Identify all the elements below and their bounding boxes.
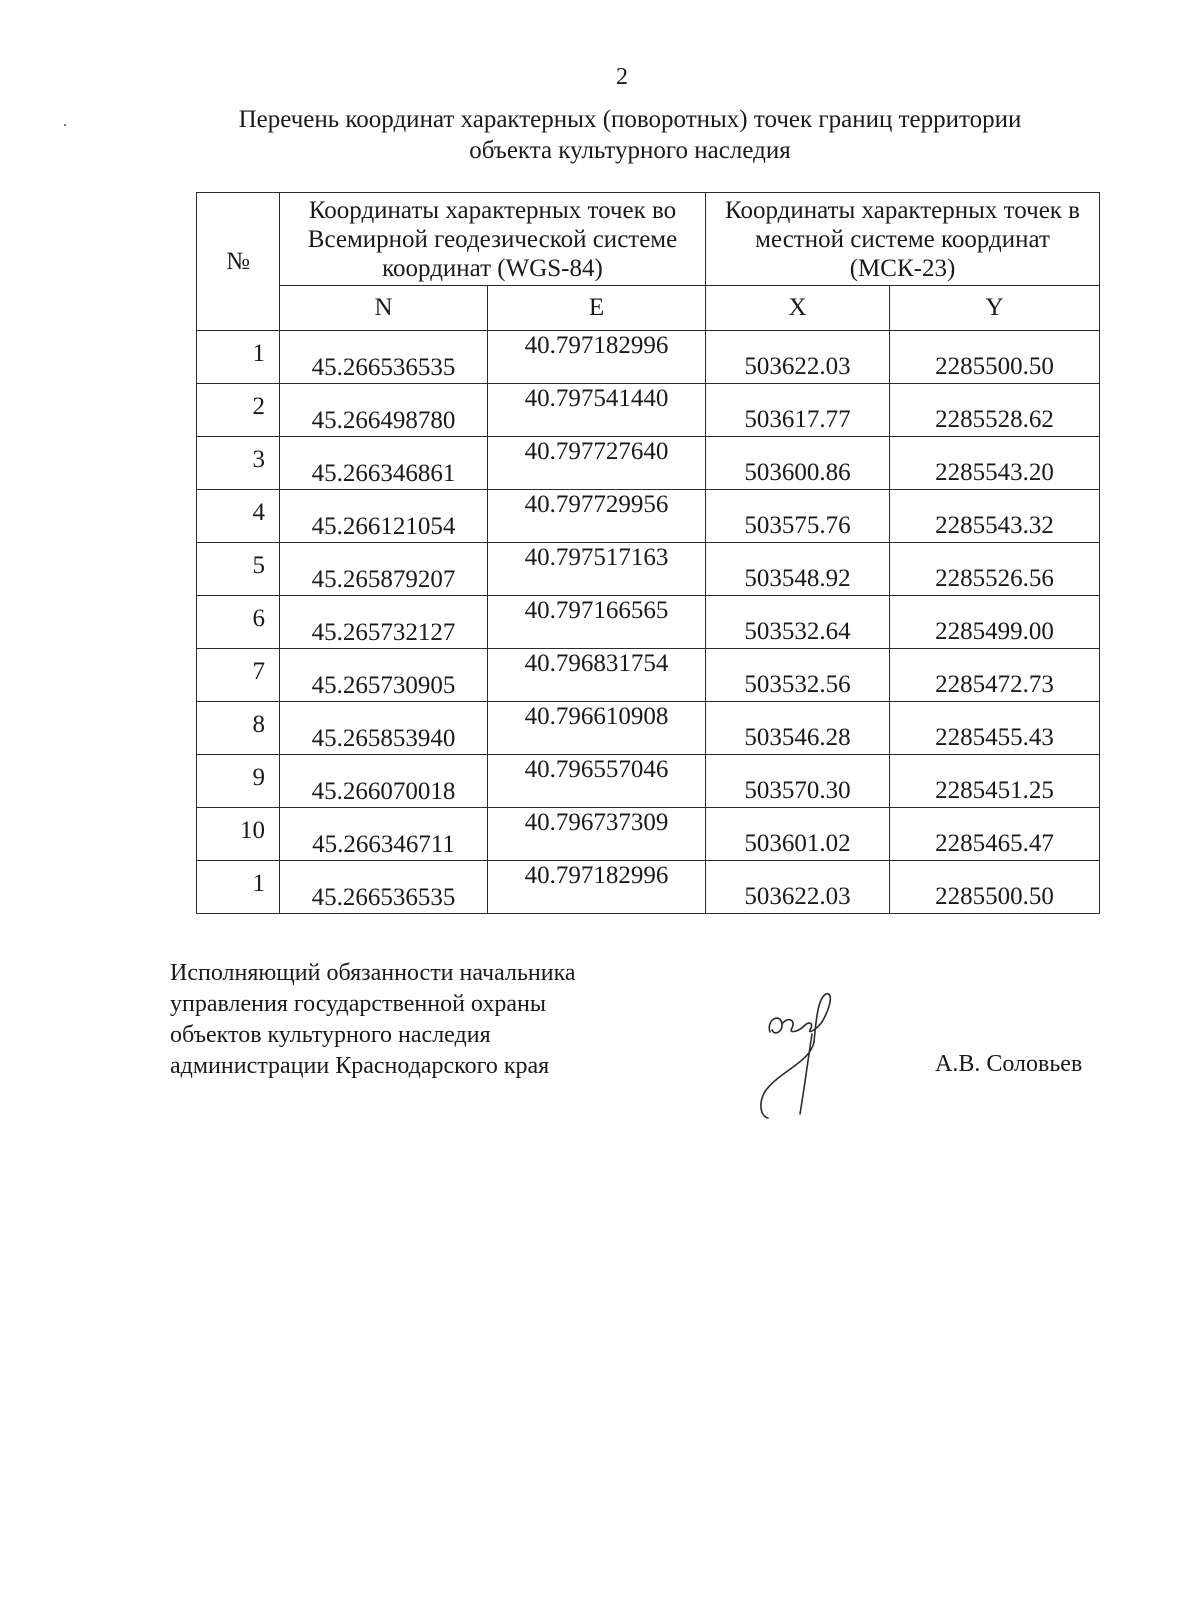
table-row: [197, 649, 1100, 702]
n-column-header: N: [280, 286, 488, 331]
x-coordinate-cell: 503617.77: [706, 384, 890, 437]
y-coordinate-cell: 2285499.00: [890, 596, 1100, 649]
x-coordinate-cell: 503622.03: [706, 861, 890, 914]
table-row: [197, 808, 1100, 861]
table-subheader-row: [197, 286, 1100, 331]
signer-name: А.В. Соловьев: [935, 1051, 1083, 1077]
title-line-1: Перечень координат характерных (поворотных) точек границ территории: [238, 106, 1022, 133]
latitude-cell: 45.266121054: [280, 490, 488, 543]
y-coordinate-cell: 2285543.20: [890, 437, 1100, 490]
table-row: [197, 861, 1100, 914]
position-line: управления государственной охраны: [170, 991, 546, 1017]
table-row: [197, 490, 1100, 543]
title-line-2: объекта культурного наследия: [469, 137, 791, 164]
point-number-cell: 5: [197, 543, 280, 596]
latitude-cell: 45.266346861: [280, 437, 488, 490]
x-coordinate-cell: 503600.86: [706, 437, 890, 490]
longitude-cell: 40.797517163: [488, 543, 706, 596]
x-coordinate-cell: 503570.30: [706, 755, 890, 808]
handwritten-signature: [752, 990, 862, 1120]
position-line: администрации Краснодарского края: [170, 1053, 550, 1079]
table-row: [197, 384, 1100, 437]
position-line: Исполняющий обязанности начальника: [170, 960, 576, 986]
y-coordinate-cell: 2285472.73: [890, 649, 1100, 702]
y-coordinate-cell: 2285455.43: [890, 702, 1100, 755]
y-coordinate-cell: 2285465.47: [890, 808, 1100, 861]
x-coordinate-cell: 503622.03: [706, 331, 890, 384]
longitude-cell: 40.797729956: [488, 490, 706, 543]
point-number-cell: 7: [197, 649, 280, 702]
y-coordinate-cell: 2285528.62: [890, 384, 1100, 437]
point-number-cell: 4: [197, 490, 280, 543]
point-number-cell: 9: [197, 755, 280, 808]
coordinates-table: [196, 192, 1100, 914]
point-number-cell: 8: [197, 702, 280, 755]
latitude-cell: 45.266498780: [280, 384, 488, 437]
longitude-cell: 40.797727640: [488, 437, 706, 490]
longitude-cell: 40.797182996: [488, 331, 706, 384]
y-coordinate-cell: 2285451.25: [890, 755, 1100, 808]
y-coordinate-cell: 2285526.56: [890, 543, 1100, 596]
point-number-cell: 6: [197, 596, 280, 649]
wgs84-header: Координаты характерных точек во Всемирной геодезической системе координат (WGS-84): [280, 193, 706, 286]
point-number-cell: 3: [197, 437, 280, 490]
latitude-cell: 45.265730905: [280, 649, 488, 702]
y-coordinate-cell: 2285500.50: [890, 331, 1100, 384]
document-title: [180, 104, 1080, 166]
table-row: [197, 331, 1100, 384]
x-coordinate-cell: 503532.56: [706, 649, 890, 702]
official-position: [170, 958, 690, 1082]
latitude-cell: 45.266536535: [280, 331, 488, 384]
point-number-cell: 10: [197, 808, 280, 861]
page-number: 2: [616, 64, 628, 90]
latitude-cell: 45.265853940: [280, 702, 488, 755]
position-line: объектов культурного наследия: [170, 1022, 491, 1048]
num-column-header: №: [197, 193, 280, 331]
latitude-cell: 45.265879207: [280, 543, 488, 596]
point-number-cell: 2: [197, 384, 280, 437]
x-coordinate-cell: 503532.64: [706, 596, 890, 649]
point-number-cell: 1: [197, 861, 280, 914]
x-column-header: X: [706, 286, 890, 331]
table-row: [197, 437, 1100, 490]
longitude-cell: 40.797166565: [488, 596, 706, 649]
x-coordinate-cell: 503548.92: [706, 543, 890, 596]
point-number-cell: 1: [197, 331, 280, 384]
longitude-cell: 40.796610908: [488, 702, 706, 755]
latitude-cell: 45.265732127: [280, 596, 488, 649]
latitude-cell: 45.266346711: [280, 808, 488, 861]
longitude-cell: 40.797182996: [488, 861, 706, 914]
longitude-cell: 40.796557046: [488, 755, 706, 808]
longitude-cell: 40.796737309: [488, 808, 706, 861]
latitude-cell: 45.266070018: [280, 755, 488, 808]
latitude-cell: 45.266536535: [280, 861, 488, 914]
x-coordinate-cell: 503575.76: [706, 490, 890, 543]
scan-speck: [64, 124, 66, 126]
e-column-header: E: [488, 286, 706, 331]
table-row: [197, 596, 1100, 649]
y-coordinate-cell: 2285500.50: [890, 861, 1100, 914]
y-coordinate-cell: 2285543.32: [890, 490, 1100, 543]
table-row: [197, 702, 1100, 755]
x-coordinate-cell: 503601.02: [706, 808, 890, 861]
msk23-header: Координаты характерных точек в местной системе координат (МСК-23): [706, 193, 1100, 286]
x-coordinate-cell: 503546.28: [706, 702, 890, 755]
table-row: [197, 543, 1100, 596]
longitude-cell: 40.797541440: [488, 384, 706, 437]
table-header-row: [197, 193, 1100, 286]
table-row: [197, 755, 1100, 808]
longitude-cell: 40.796831754: [488, 649, 706, 702]
y-column-header: Y: [890, 286, 1100, 331]
